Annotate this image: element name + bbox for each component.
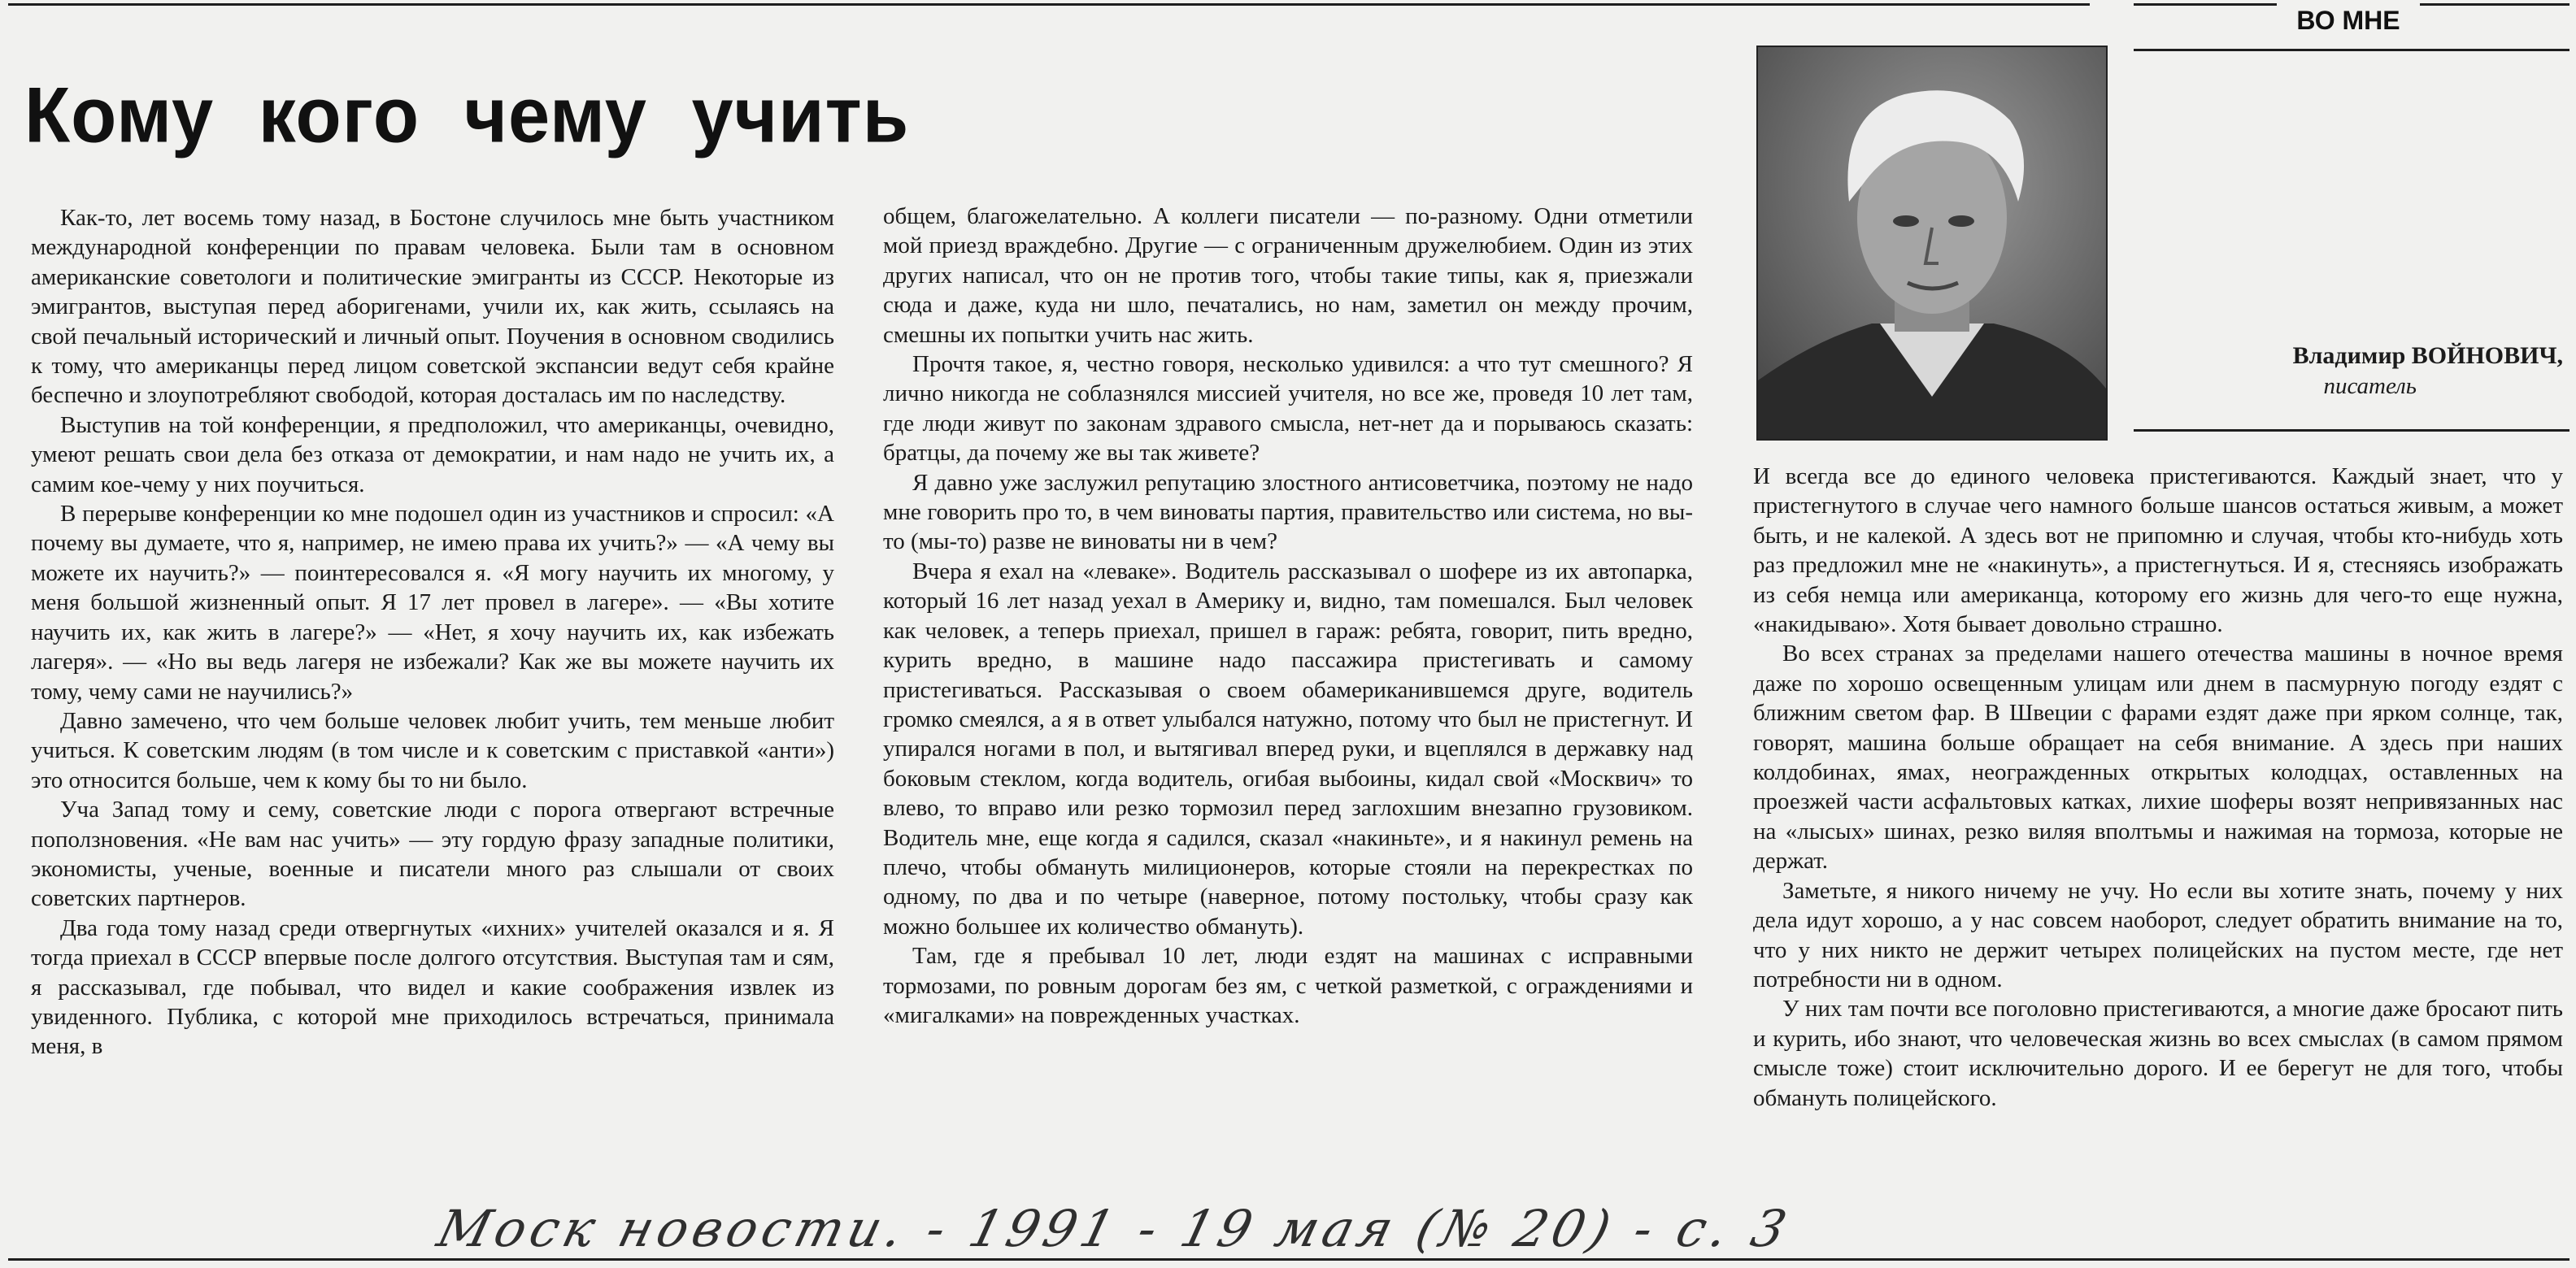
paragraph: Вчера я ехал на «леваке». Водитель рассказывал о шофере из их автопарка, который 16 лет назад уехал в Америку и, видно, там помешался. Был человек как человек, а теперь приехал, пришел в гараж: ребята, говорит, пить вредно, курить вредно, в машине надо пассажира пристегивать и самому пристегиваться. Рассказывая о своем обамериканившемся друге, водитель громко смеялся, а я в ответ улыбался натужно, потому что был не пристегнут. И упирался ногами в пол, и вытягивал вперед руки, и вцеплялся в державку над боковым стеклом, когда водитель, огибая выбоины, кидал свой «Москвич» то влево, то вправо или резко тормозил перед заглохшим внезапно грузовиком. Водитель мне, еще когда я садился, сказал «накиньте», и я накинул ремень на плечо, чтобы обмануть милиционеров, которые стояли на перекрестках по одному, по два и по четыре (наверное, потому постольку, чтобы сразу как можно большее их количество обмануть).	[883, 558, 1693, 940]
portrait-image	[1758, 47, 2106, 439]
author-name: Владимир ВОЙНОВИЧ,	[2292, 342, 2563, 369]
article-headline: Кому кого чему учить	[24, 72, 910, 159]
paragraph: Два года тому назад среди отвергнутых «ихних» учителей оказался и я. Я тогда приехал в СССР впервые после долгого отсутствия. Выступая там и сям, я рассказывал, где побывал, что видел и какие соображения извлек из увиденного. Публика, с которой мне приходилось встречаться, принимала меня, в	[31, 914, 834, 1060]
text-column-3	[1753, 462, 2563, 1205]
handwritten-archive-note: Моск новости. - 1991 - 19 мая (№ 20) - с. 3	[432, 1199, 1798, 1258]
paragraph: В перерыве конференции ко мне подошел один из участников и спросил: «А почему вы думаете, что я, например, не имею права их учить?» — «А чему вы можете их научить?» — поинтересовался я. «Я могу научить их многому, у меня большой жизненный опыт. Я 17 лет провел в лагере». — «Вы хотите научить их, как жить в лагере?» — «Нет, я хочу научить их, как избежать лагеря». — «Но вы ведь лагеря не избежали? Как же вы можете научить их тому, чему сами не научились?»	[31, 501, 834, 705]
paragraph: общем, благожелательно. А коллеги писатели — по-разному. Одни отметили мой приезд враждебно. Другие — с ограниченным дружелюбием. Один из этих других написал, что он не против того, чтобы такие типы, как я, приезжали сюда и даже, куда ни шло, печатались, но нам, заметил он между прочим, смешны их попытки учить нас жить.	[883, 203, 1693, 348]
paragraph: И всегда все до единого человека пристегиваются. Каждый знает, что у пристегнутого в случае чего намного больше шансов остаться живым, а может быть, и не калекой. А здесь вот не припомню и случая, чтобы кто-нибудь хоть раз предложил мне не «накинуть», а пристегнуться. И я, стесняясь изображать из себя немца или американца, которому его жизнь для чего-то еще нужна, «накидываю». Хотя бывает довольно страшно.	[1753, 463, 2563, 638]
text-column-1	[31, 203, 834, 1205]
top-rule-right	[2134, 3, 2277, 6]
rubric-underline	[2134, 49, 2569, 51]
top-rule-left	[8, 3, 2090, 6]
section-rubric: ВО МНЕ	[2296, 6, 2400, 35]
top-rule-far-right	[2420, 3, 2569, 6]
paragraph: Давно замечено, что чем больше человек любит учить, тем меньше любит учиться. К советским людям (в том числе и к советским с приставкой «анти») это относится больше, чем к кому бы то ни было.	[31, 707, 834, 793]
paragraph: Там, где я пребывал 10 лет, люди ездят на машинах с исправными тормозами, по ровным дорогам без ям, с четкой разметкой, с ограждениями и «мигалками» на поврежденных участках.	[883, 943, 1693, 1028]
author-photo	[1756, 46, 2108, 441]
paragraph: Я давно уже заслужил репутацию злостного антисоветчика, поэтому не надо мне говорить про то, в чем виноваты партия, правительство или система, но вы-то (мы-то) разве не виноваты ни в чем?	[883, 469, 1693, 555]
paragraph: Заметьте, я никого ничему не учу. Но если вы хотите знать, почему у них дела идут хорошо, а у нас совсем наоборот, следует обратить внимание на то, что у них никто не держит четырех полицейских на пустом месте, где нет потребности ни в одном.	[1753, 877, 2563, 992]
author-block-rule	[2134, 429, 2569, 432]
paragraph: Уча Запад тому и сему, советские люди с порога отвергают встречные поползновения. «Не вам нас учить» — эту гордую фразу западные политики, экономисты, ученые, военные и писатели много раз слышали от своих советских партнеров.	[31, 797, 834, 912]
author-role: писатель	[2323, 373, 2417, 399]
paragraph: Во всех странах за пределами нашего отечества машины в ночное время даже по хорошо освещенным улицам или днем в пасмурную погоду ездят с ближним светом фар. В Швеции с фарами ездят даже при ярком солнце, так, говорят, машина больше обращает на себя внимание. А здесь при наших колдобинах, ямах, неогражденных открытых колодцах, оставленных на проезжей части асфальтовых катках, лихие шоферы возят непривязанных нас на «лысых» шинах, резко виляя вполтьмы и нажимая на тормоза, которые не держат.	[1753, 641, 2563, 875]
paragraph: Как-то, лет восемь тому назад, в Бостоне случилось мне быть участником международной конференции по правам человека. Были там в основном американские советологи и политические эмигранты из СССР. Некоторые из эмигрантов, выступая перед аборигенами, учили их, как жить, ссылаясь на свой печальный исторический и личный опыт. Поучения в основном сводились к тому, что американцы перед лицом советской экспансии ведут себя крайне беспечно и злоупотребляют свободой, которая досталась им по наследству.	[31, 205, 834, 409]
paragraph: Выступив на той конференции, я предположил, что американцы, очевидно, умеют решать свои дела без отказа от демократии, и нам надо не учить их, а самим кое-чему у них поучиться.	[31, 411, 834, 497]
paragraph: У них там почти все поголовно пристегиваются, а многие даже бросают пить и курить, ибо знают, что человеческая жизнь во всех смыслах (в самом прямом смысле тоже) стоит исключительно дорого. И ее берегут не для того, чтобы обмануть полицейского.	[1753, 996, 2563, 1111]
paragraph: Прочтя такое, я, честно говоря, несколько удивился: а что тут смешного? Я лично никогда не соблазнялся миссией учителя, но все же, проведя 10 лет там, где люди живут по законам здравого смысла, нет-нет да и порываюсь сказать: братцы, да почему же вы так живете?	[883, 351, 1693, 467]
text-column-2	[883, 202, 1693, 1205]
